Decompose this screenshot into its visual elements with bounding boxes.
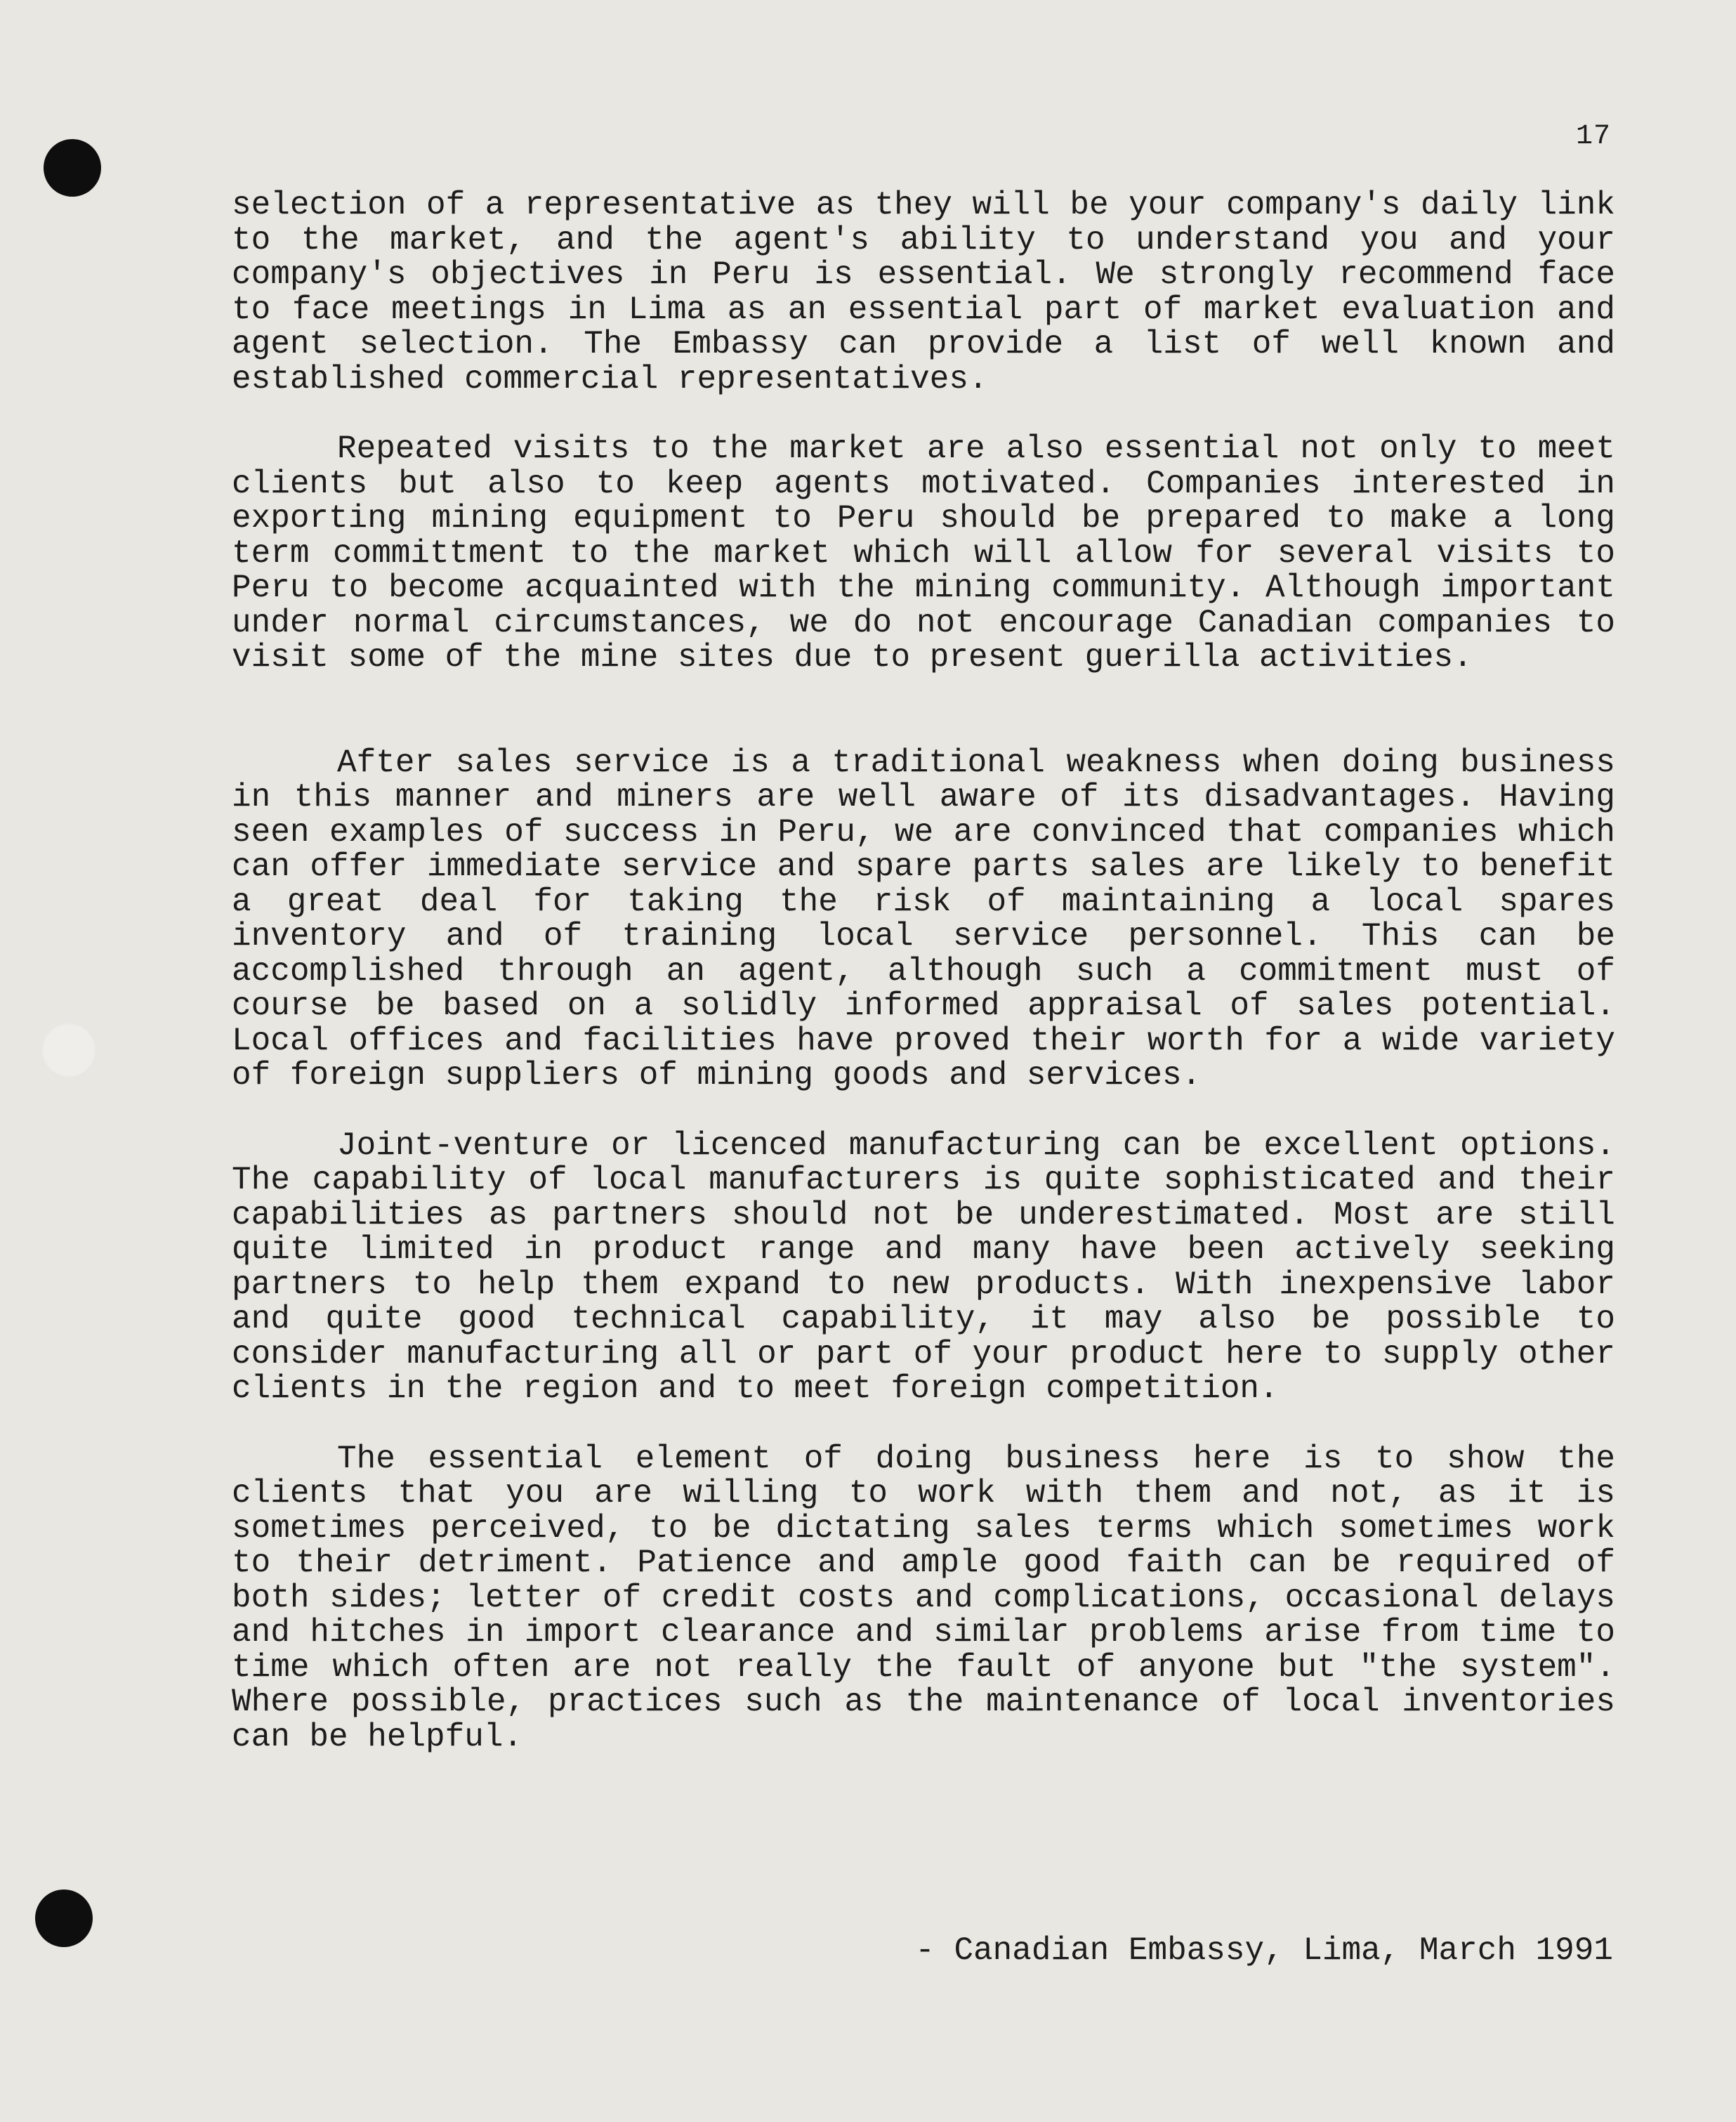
page-number: 17: [1575, 121, 1611, 152]
paragraph-4: Joint-venture or licenced manufacturing can be excellent options. The capability of local manufacturers is quite sophisticated and their capabilities as partners should not be underestimated. Most are still quite limited in product range and many have been actively seeking partners to help them expand to new products. With inexpensive labor and quite good technical capability, it may also be possible to consider manufacturing all or part of your product here to supply other clients in the region and to meet foreign competition.: [232, 1127, 1615, 1407]
body-text: [232, 188, 1615, 1755]
signature-line: - Canadian Embassy, Lima, March 1991: [915, 1932, 1613, 1969]
punch-hole-bottom: [35, 1890, 93, 1947]
paragraph-2: Repeated visits to the market are also essential not only to meet clients but also to keep agents motivated. Companies interested in exporting mining equipment to Peru should be prepared to make a long term committment to the market which will allow for several visits to Peru to become acquainted with the mining community. Although important under normal circumstances, we do not encourage Canadian companies to visit some of the mine sites due to present guerilla activities.: [232, 431, 1615, 676]
punch-hole-top: [44, 139, 101, 197]
punch-hole-middle: [41, 1022, 97, 1078]
paragraph-5: The essential element of doing business here is to show the clients that you are willing to work with them and not, as it is sometimes perceived, to be dictating sales terms which sometimes work to their detriment. Patience and ample good faith can be required of both sides; letter of credit costs and complications, occasional delays and hitches in import clearance and similar problems arise from time to time which often are not really the fault of anyone but "the system". Where possible, practices such as the maintenance of local inventories can be helpful.: [232, 1440, 1615, 1755]
paragraph-1: selection of a representative as they will be your company's daily link to the market, and the agent's ability to understand you and your company's objectives in Peru is essential. We strongly recommend face to face meetings in Lima as an essential part of market evaluation and agent selection. The Embassy can provide a list of well known and established commercial representatives.: [232, 187, 1615, 398]
paragraph-3: After sales service is a traditional weakness when doing business in this manner and miners are well aware of its disadvantages. Having seen examples of success in Peru, we are convinced that companies which can offer immediate service and spare parts sales are likely to benefit a great deal for taking the risk of maintaining a local spares inventory and of training local service personnel. This can be accomplished through an agent, although such a commitment must of course be based on a solidly informed appraisal of sales potential. Local offices and facilities have proved their worth for a wide variety of foreign suppliers of mining goods and services.: [232, 744, 1615, 1094]
